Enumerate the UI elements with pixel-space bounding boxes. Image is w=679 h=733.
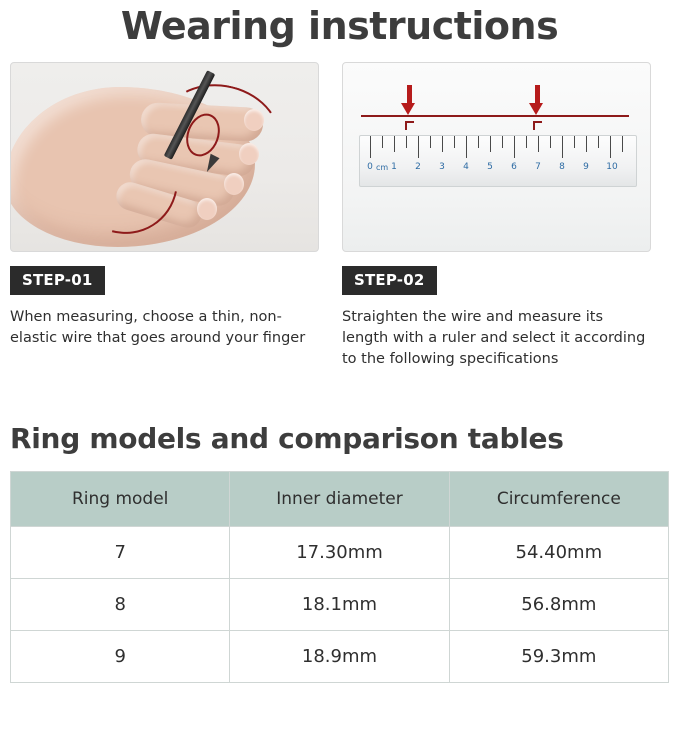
cell-ring-model: 9 [11, 630, 230, 682]
cell-circumference: 54.40mm [449, 526, 668, 578]
table-section-title: Ring models and comparison tables [10, 421, 564, 455]
arrow-right-icon [529, 103, 543, 115]
ruler-measuring-wire-illustration [342, 62, 651, 252]
ruler-tick-6: 6 [511, 161, 517, 172]
ruler-tick-1: 1 [391, 161, 397, 172]
steps-row [0, 48, 679, 370]
arrow-right-stem [535, 85, 540, 103]
column-header-inner-diameter: Inner diameter [230, 471, 449, 526]
cell-ring-model: 8 [11, 578, 230, 630]
ruler-tick-7: 7 [535, 161, 541, 172]
cell-ring-model: 7 [11, 526, 230, 578]
ruler-tick-3: 3 [439, 161, 445, 172]
step-text-02: Straighten the wire and measure its length with a ruler and select it according to the following specifications [342, 308, 646, 367]
arrow-left-stem [407, 85, 412, 103]
wire-start-mark [405, 121, 414, 130]
ruler-tick-10: 10 [606, 161, 618, 172]
page-title: Wearing instructions [120, 4, 559, 48]
step-02 [342, 62, 651, 370]
ring-size-table [10, 471, 669, 683]
wire-red-line [361, 115, 629, 117]
table-header-row [11, 471, 669, 526]
cell-circumference: 56.8mm [449, 578, 668, 630]
step-text-01: When measuring, choose a thin, non-elastic wire that goes around your finger [10, 308, 306, 346]
table-row [11, 526, 669, 578]
ruler-tick-4: 4 [463, 161, 469, 172]
table-row [11, 578, 669, 630]
ruler-tick-5: 5 [487, 161, 493, 172]
cell-circumference: 59.3mm [449, 630, 668, 682]
cell-inner-diameter: 18.1mm [230, 578, 449, 630]
table-row [11, 630, 669, 682]
column-header-circumference: Circumference [449, 471, 668, 526]
ruler [359, 135, 637, 187]
cell-inner-diameter: 17.30mm [230, 526, 449, 578]
ruler-tick-0: 0 [367, 161, 373, 172]
column-header-ring-model: Ring model [11, 471, 230, 526]
cell-inner-diameter: 18.9mm [230, 630, 449, 682]
ruler-tick-9: 9 [583, 161, 589, 172]
step-01 [10, 62, 319, 370]
fingernail [197, 198, 217, 220]
step-badge-01: STEP-01 [10, 266, 105, 295]
ruler-tick-2: 2 [415, 161, 421, 172]
step-badge-02: STEP-02 [342, 266, 437, 295]
ruler-tick-8: 8 [559, 161, 565, 172]
arrow-left-icon [401, 103, 415, 115]
ruler-unit-label: cm [376, 162, 389, 172]
wire-end-mark [533, 121, 542, 130]
hand-with-pen-and-wire-illustration [10, 62, 319, 252]
